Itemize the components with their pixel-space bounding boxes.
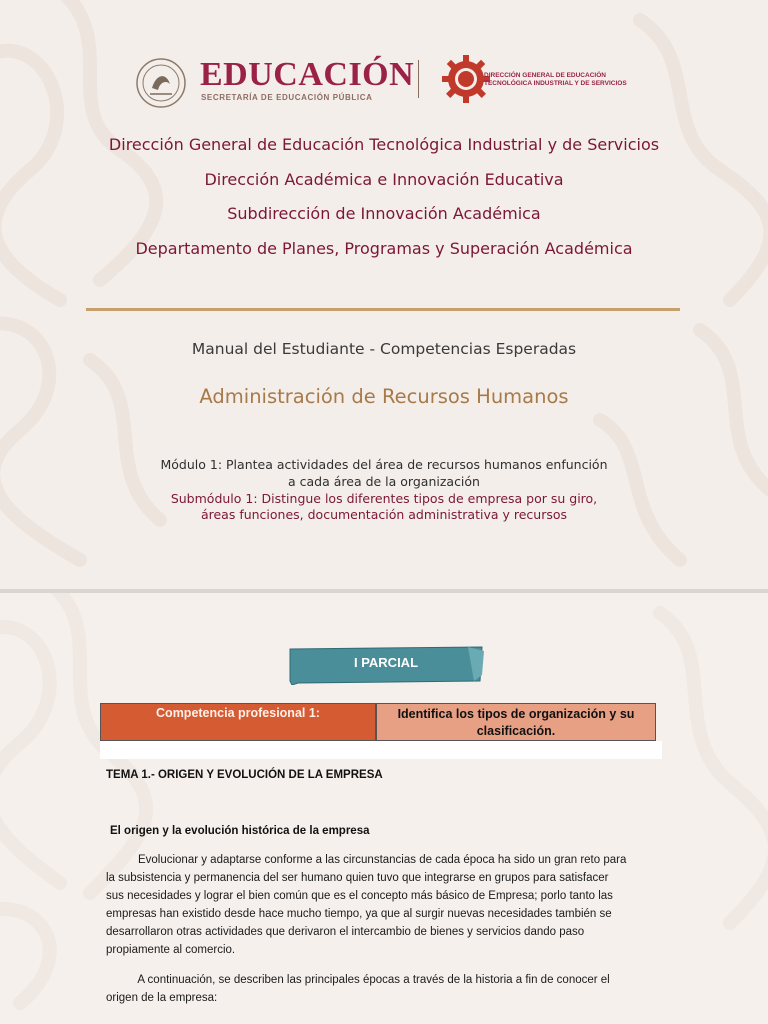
institution-line-2: Dirección Académica e Innovación Educativa bbox=[204, 170, 564, 189]
module-description bbox=[0, 456, 768, 490]
competencia-label: Competencia profesional 1: bbox=[100, 703, 376, 741]
manual-title: Manual del Estudiante - Competencias Esperadas bbox=[191, 340, 577, 358]
paragraph-line: la subsistencia y permanencia del ser humano quien tuvo que integrarse en grupos para satisfacer bbox=[106, 872, 609, 884]
table-blank-row bbox=[100, 741, 662, 759]
paragraph-line: A continuación, se describen las principales épocas a través de la historia a fin de conocer el bbox=[106, 974, 610, 986]
section-heading: El origen y la evolución histórica de la empresa bbox=[110, 825, 370, 837]
module-line-2: a cada área de la organización bbox=[288, 474, 480, 489]
subject-title: Administración de Recursos Humanos bbox=[199, 385, 569, 408]
paragraph-line: origen de la empresa: bbox=[106, 992, 218, 1004]
paragraph-line: desarrollaron otras actividades que derivaron el intercambio de bienes y servicios dando paso bbox=[106, 926, 585, 938]
paragraph-line: Evolucionar y adaptarse conforme a las circunstancias de cada época ha sido un gran reto para bbox=[106, 854, 627, 866]
logo-divider bbox=[418, 60, 419, 98]
dgeti-line-2: TECNOLÓGICA INDUSTRIAL Y DE SERVICIOS bbox=[484, 80, 627, 87]
paragraph-line: empresas han existido desde hace mucho tiempo, ya que al surgir nuevas necesidades también se bbox=[106, 908, 612, 920]
competencia-description bbox=[376, 703, 656, 741]
paragraph-2 bbox=[106, 971, 662, 1007]
paragraph-line: propiamente al comercio. bbox=[106, 944, 236, 956]
dgeti-gear-icon bbox=[442, 52, 490, 106]
logo-title: EDUCACIÓN bbox=[200, 56, 415, 93]
submodule-description bbox=[0, 491, 768, 523]
institution-line-3: Subdirección de Innovación Académica bbox=[227, 204, 541, 223]
dgeti-line-1: DIRECCIÓN GENERAL DE EDUCACIÓN bbox=[484, 72, 606, 79]
competencia-line-2: clasificación. bbox=[476, 724, 556, 738]
competencia-line-1: Identifica los tipos de organización y su bbox=[397, 707, 635, 721]
content-page bbox=[0, 593, 768, 1024]
institution-line-1: Dirección General de Educación Tecnológica Industrial y de Servicios bbox=[108, 135, 660, 154]
module-line-1: Módulo 1: Plantea actividades del área de recursos humanos enfunción bbox=[160, 457, 608, 472]
gold-divider bbox=[86, 308, 680, 311]
header-logos bbox=[130, 52, 650, 112]
tema-heading: TEMA 1.- ORIGEN Y EVOLUCIÓN DE LA EMPRESA bbox=[106, 769, 383, 781]
parcial-label: I PARCIAL bbox=[353, 655, 419, 670]
submodule-line-1: Submódulo 1: Distingue los diferentes tipos de empresa por su giro, bbox=[170, 491, 598, 506]
institution-line-4: Departamento de Planes, Programas y Superación Académica bbox=[135, 239, 633, 258]
paragraph-line: sus necesidades y lograr el bien común que es el concepto más básico de Empresa; porlo tanto las bbox=[106, 890, 613, 902]
dgeti-text bbox=[484, 72, 627, 88]
logo-subtitle: SECRETARÍA DE EDUCACIÓN PÚBLICA bbox=[201, 93, 373, 102]
submodule-line-2: áreas funciones, documentación administrativa y recursos bbox=[200, 507, 568, 522]
mexico-seal-icon bbox=[130, 56, 192, 110]
paragraph-1 bbox=[106, 851, 662, 959]
